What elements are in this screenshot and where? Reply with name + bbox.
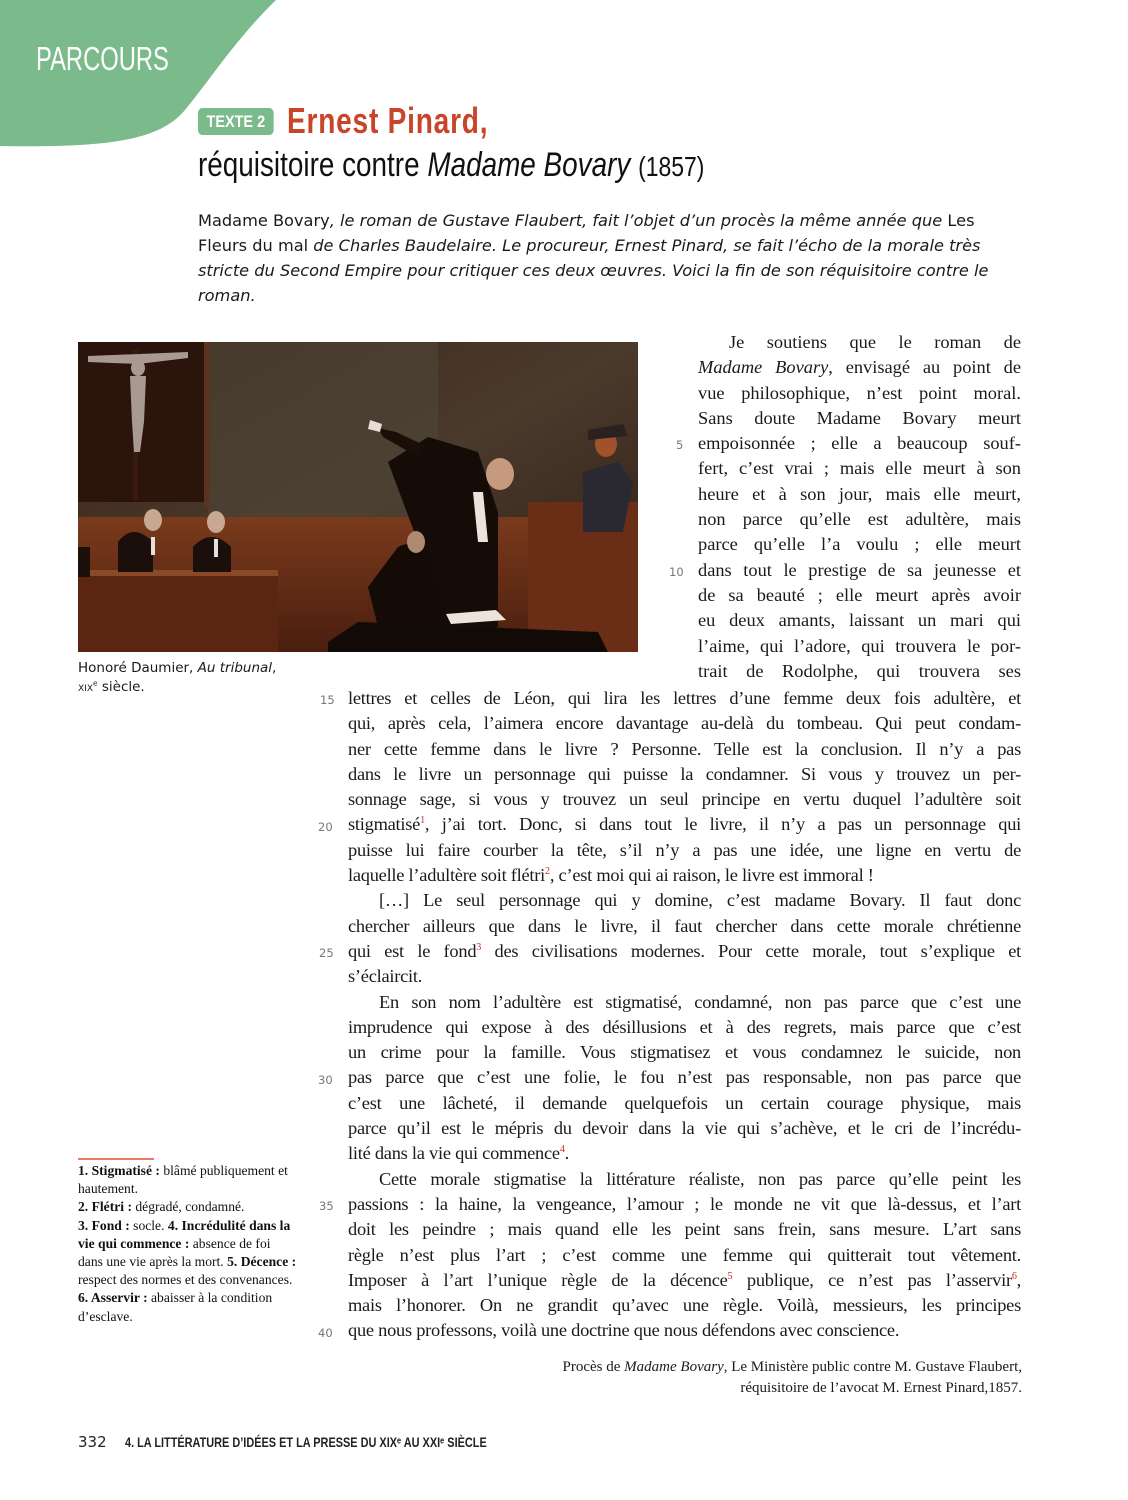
text-line: pas parce que c’est une folie, le fou n’est pas responsable, non pas parce que [348, 1067, 1021, 1088]
text-line: ner cette femme dans le livre ? Personne. Telle est la conclusion. Il n’y a pas [348, 738, 1021, 759]
text-line: doit les peindre ; mais quand elle les peint sans frein, sans mesure. L’art sans [348, 1219, 1021, 1240]
source-post: , Le Ministère public contre M. Gustave Flaubert, [723, 1359, 1022, 1375]
text-number-badge: TEXTE 2 [198, 108, 274, 135]
text-column-narrow [698, 330, 1021, 684]
line-number: 5 [676, 438, 684, 453]
text-line: c’est une lâcheté, il demande quelquefois un certain courage physique, mais [348, 1092, 1021, 1113]
footnote-term: 1. Stigmatisé : [78, 1163, 160, 1178]
text-line: qui est le fond$^3$ des civilisations modernes. Pour cette morale, tout s’explique et [348, 940, 1021, 961]
footnote-definition: blâmé publiquement et hautement. [78, 1163, 288, 1197]
source-work: Madame Bovary [624, 1359, 724, 1375]
page-number: 332 [78, 1433, 107, 1451]
text-line: lettres et celles de Léon, qui lira les lettres d’une femme deux fois adultère, et [348, 688, 1021, 708]
footnote-ref[interactable]: 1 [420, 815, 425, 827]
text-line: passions : la haine, la vengeance, l’amour ; le monde ne vit que là-dessus, et l’art [348, 1193, 1021, 1214]
text-line: fert, c’est vrai ; mais elle meurt à son [698, 458, 1021, 479]
footnote-ref[interactable]: 6 [1011, 1270, 1017, 1282]
text-line: puisse lui faire courber la tête, s’il n’y a pas une idée, une ligne en vertu de [348, 839, 1021, 860]
footnote-term: 3. Fond : [78, 1217, 130, 1233]
text-line: Imposer à l’art l’unique règle de la décence$^5$ publique, ce n’est pas l’asservir$^6$, [348, 1269, 1021, 1290]
text-line: Sans doute Madame Bovary meurt [698, 407, 1021, 428]
text-line: eu deux amants, laissant un mari qui [698, 610, 1021, 631]
text-line: laquelle l’adultère soit flétri$^2$, c’est moi qui ai raison, le livre est immoral ! [348, 865, 874, 886]
caption-century: xix [78, 679, 93, 695]
text-line: parce qu’il est le mépris du devoir dans la vie qui s’achève, et le cri de l’incrédu- [348, 1118, 1021, 1139]
text-line: En son nom l’adultère est stigmatisé, condamné, non pas parce que c’est une [379, 991, 1021, 1012]
footnote-ref[interactable]: 4 [559, 1144, 565, 1156]
text-line: trait de Rodolphe, qui trouvera ses [698, 660, 1021, 681]
text-line: non parce qu’elle est adultère, mais [698, 509, 1021, 530]
text-column-full [348, 686, 1021, 1344]
text-line: que nous professons, voilà une doctrine que nous défendons avec conscience. [348, 1320, 900, 1341]
section-label: PARCOURS [36, 40, 169, 77]
footnote-definition: absence de foi dans une vie après la mort. [78, 1235, 271, 1270]
caption-author: Honoré Daumier, [78, 660, 198, 676]
intro-run: Les Fleurs du mal [198, 211, 975, 255]
text-line: stigmatisé$^1$, j’ai tort. Donc, si dans tout le livre, il n’y a pas un personnage qui [348, 814, 1021, 835]
text-line: s’éclaircit. [348, 966, 423, 987]
intro-run: Madame Bovary [198, 211, 330, 230]
subtitle-work: Madame Bovary [427, 146, 631, 184]
caption-century-sup: e [93, 678, 98, 688]
text-line: mais l’honorer. On ne grandit qu’avec une règle. Voilà, messieurs, les principes [348, 1295, 1021, 1316]
line-number: 20 [318, 819, 333, 834]
text-line: sonnage sage, si vous y trouvez un seul principe en vertu duquel l’adultère soit [348, 789, 1021, 810]
footnote-term: 2. Flétri : [78, 1199, 132, 1215]
title-subtitle [198, 146, 704, 185]
text-line: […] Le seul personnage qui y domine, c’est madame Bovary. Il faut donc [379, 890, 1021, 911]
source-line2: réquisitoire de l’avocat M. Ernest Pinard,1857. [740, 1380, 1022, 1396]
footnote-ref[interactable]: 3 [476, 941, 482, 953]
intro-run: , le roman de Gustave Flaubert, fait l’objet d’un procès la même année que [329, 211, 948, 230]
subtitle-prefix: réquisitoire contre [198, 146, 428, 184]
text-line: parce qu’elle l’a voulu ; elle meurt [698, 534, 1021, 555]
footnote-definition: abaisser à la condition d’esclave. [78, 1290, 273, 1324]
text-line: règle n’est plus l’art ; c’est comme une femme qui quitterait tout vêtement. [348, 1244, 1021, 1265]
text-line: dans tout le prestige de sa jeunesse et [698, 559, 1021, 580]
footnotes [78, 1162, 298, 1326]
text-line: Cette morale stigmatise la littérature réaliste, non pas parce qu’elle peint les [379, 1168, 1021, 1189]
footnote-ref[interactable]: 2 [545, 865, 550, 877]
text-line: de sa beauté ; elle meurt après avoir [698, 584, 1021, 605]
line-number: 15 [320, 693, 335, 707]
caption-end: siècle. [97, 679, 145, 695]
caption-title: Au tribunal [197, 660, 273, 676]
source-pre: Procès de [562, 1359, 625, 1375]
text-line: heure et à son jour, mais elle meurt, [698, 483, 1021, 504]
line-number: 40 [318, 1325, 333, 1340]
subtitle-year: (1857) [638, 151, 705, 182]
footnote-definition: socle. [129, 1217, 168, 1233]
text-line: lité dans la vie qui commence$^4$. [348, 1143, 570, 1164]
intro-paragraph [198, 208, 1028, 308]
text-line: l’aime, qui l’adore, qui trouvera le por- [698, 635, 1021, 656]
text-line: Je soutiens que le roman de [729, 332, 1021, 352]
text-line: chercher ailleurs que dans le livre, il faut chercher dans cette morale chrétienne [348, 915, 1021, 936]
text-line: vue philosophique, n’est point moral. [698, 382, 1021, 403]
text-line: qui, après cela, l’aimera encore davantage au-delà du tombeau. Qui peut condam- [348, 713, 1021, 734]
footnote-term: 4. Incrédulité dans la vie qui commence : [78, 1217, 291, 1251]
line-number: 10 [669, 564, 684, 579]
intro-run: de Charles Baudelaire. Le procureur, Ernest Pinard, se fait l’écho de la morale très stricte du Second Empire pour critiquer ces deux œuvres. Voici la fin de son réquisitoire contre le roman. [198, 236, 989, 305]
text-line: un crime pour la famille. Vous stigmatisez et vous condamnez le suicide, non [348, 1042, 1021, 1063]
footnote-rule [78, 1158, 154, 1160]
caption-punct: , [272, 660, 277, 676]
footnote-definition: dégradé, condamné. [131, 1199, 245, 1215]
line-number: 30 [318, 1072, 333, 1087]
line-number: 35 [319, 1199, 334, 1213]
footnote-term: 6. Asservir : [78, 1290, 148, 1306]
footnote-ref[interactable]: 5 [727, 1270, 733, 1282]
source-citation [563, 1357, 1022, 1399]
painting-image [78, 342, 638, 652]
running-head: 4. LA LITTÉRATURE D’IDÉES ET LA PRESSE DU XIXᵉ AU XXIᵉ SIÈCLE [125, 1434, 487, 1450]
footnote-definition: respect des normes et des convenances. [78, 1272, 293, 1288]
line-number: 25 [319, 946, 334, 960]
text-line: imprudence qui expose à des désillusions et à des regrets, mais parce que c’est [348, 1016, 1021, 1037]
footnote-term: 5. Décence : [227, 1254, 297, 1270]
text-line: Madame Bovary, envisagé au point de [698, 357, 1021, 378]
title-block [198, 100, 816, 185]
title-author: Ernest Pinard, [286, 100, 489, 141]
text-line: dans le livre un personnage qui puisse la condamner. Si vous y trouvez un per- [348, 763, 1021, 784]
figure-caption [78, 659, 318, 697]
text-line: empoisonnée ; elle a beaucoup souf- [698, 433, 1021, 454]
